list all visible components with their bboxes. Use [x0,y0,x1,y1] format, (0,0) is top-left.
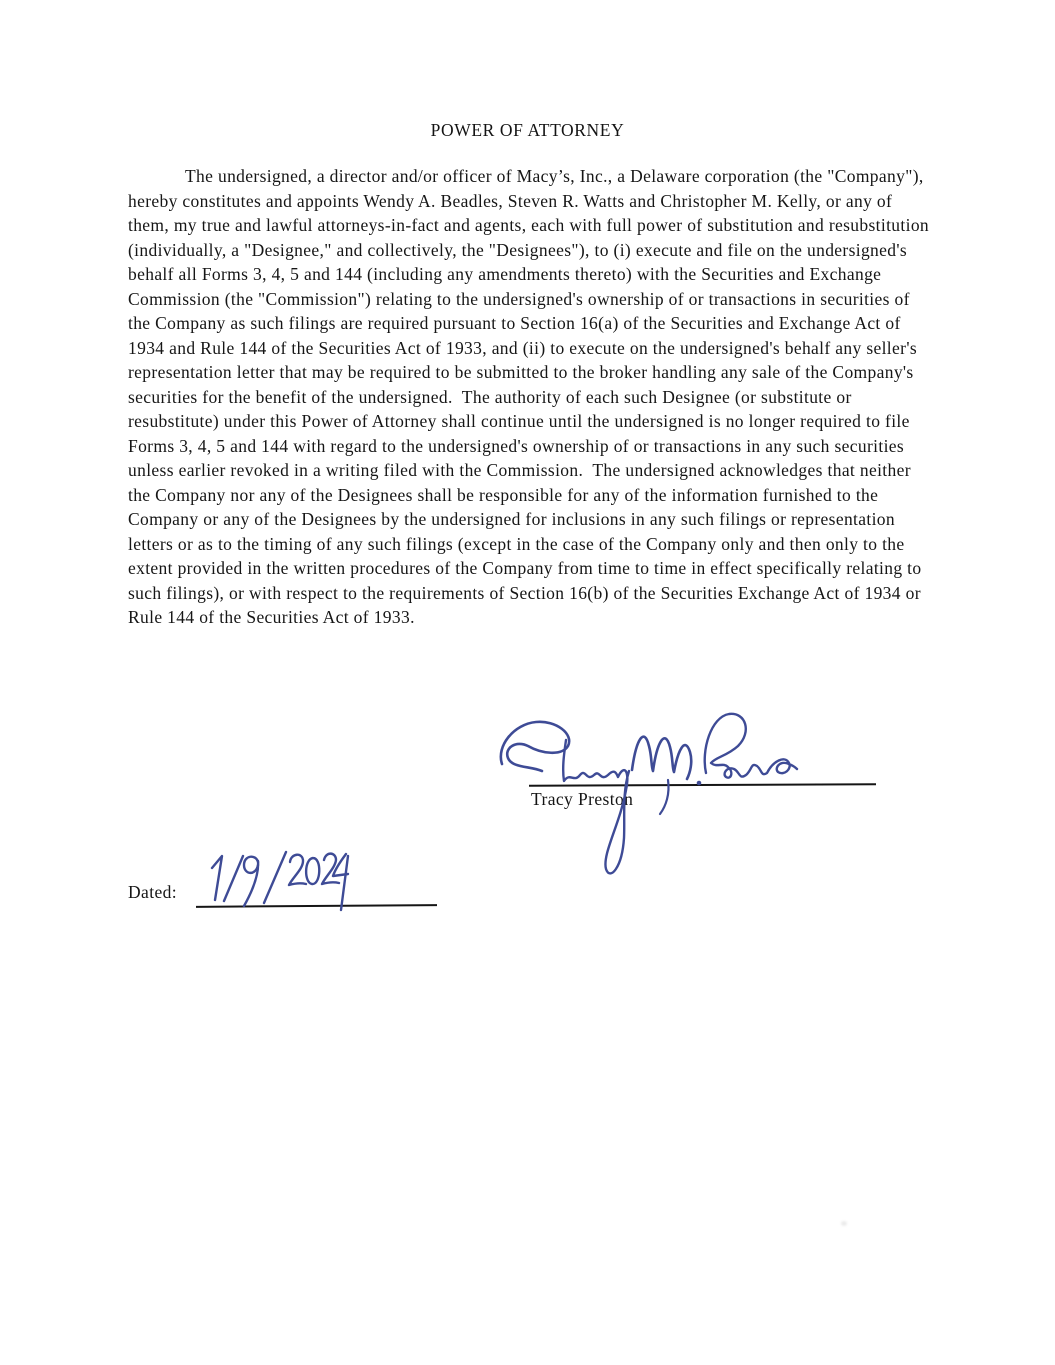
body-paragraph: The undersigned, a director and/or officer of Macy’s, Inc., a Delaware corporation (the "Company"), hereby constitutes and appoints Wendy A. Beadles, Steven R. Watts and Christopher M. Kelly, or any of them, my true and lawful attorneys-in-fact and agents, each with full power of substitution and resubstitution (individually, a "Designee," and collectively, the "Designees"), to (i) execute and file on the undersigned's behalf all Forms 3, 4, 5 and 144 (including any amendments thereto) with the Securities and Exchange Commission (the "Commission") relating to the undersigned's ownership of or transactions in securities of the Company as such filings are required pursuant to Section 16(a) of the Securities and Exchange Act of 1934 and Rule 144 of the Securities Act of 1933, and (ii) to execute on the undersigned's behalf any seller's representation letter that may be required to be submitted to the broker handling any sale of the Company's securities for the benefit of the undersigned. The authority of each such Designee (or substitute or resubstitute) under this Power of Attorney shall continue until the undersigned is no longer required to file Forms 3, 4, 5 and 144 with regard to the undersigned's ownership of or transactions in any such securities unless earlier revoked in a writing filed with the Commission. The undersigned acknowledges that neither the Company nor any of the Designees shall be responsible for any of the information furnished to the Company or any of the Designees by the undersigned for inclusions in any such filings or representation letters or as to the timing of any such filings (except in the case of the Company only and then only to the extent provided in the written procedures of the Company from time to time in effect specifically relating to such filings), or with respect to the requirements of Section 16(b) of the Securities Exchange Act of 1934 or Rule 144 of the Securities Act of 1933. [128,166,934,627]
handwritten-date-ink [198,846,448,921]
printed-name: Tracy Preston [531,789,634,809]
document-title: POWER OF ATTORNEY [430,120,625,140]
dated-label: Dated: [128,882,178,902]
scan-artifact-speck [841,1221,847,1226]
handwritten-signature-ink [490,702,890,887]
